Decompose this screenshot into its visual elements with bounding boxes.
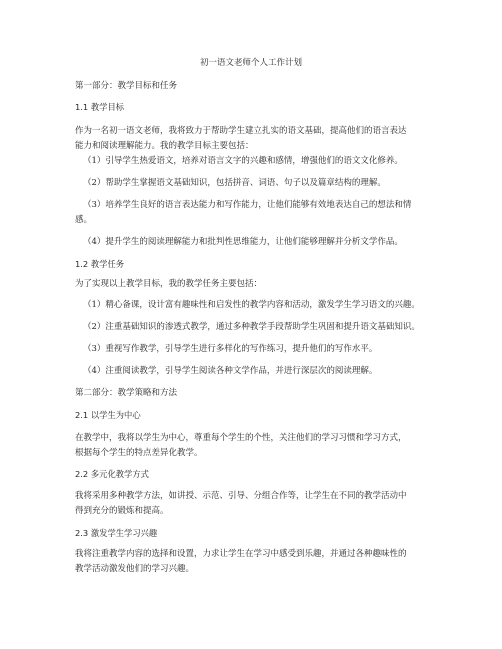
section-2-1-heading — [75, 408, 437, 423]
section-label: 以学生为中心 — [90, 410, 141, 420]
paragraph-line: 作为一名初一语文老师，我将致力于帮助学生建立扎实的语文基础，提高他们的语言表达 — [75, 126, 407, 136]
paragraph-line: （3）培养学生良好的语言表达能力和写作能力，让他们能够有效地表达自己的想法和情 — [83, 200, 412, 210]
section-label: 教学目标 — [90, 102, 125, 112]
section-label: 教学任务 — [90, 259, 125, 269]
paragraph-line: 在教学中，我将以学生为中心，尊重每个学生的个性，关注他们的学习习惯和学习方式， — [75, 433, 407, 443]
task-item-1: （1）精心备课，设计富有趣味性和启发性的教学内容和活动，激发学生学习语文的兴趣。 — [83, 300, 420, 310]
section-label: 激发学生学习兴趣 — [90, 528, 158, 538]
goal-item-4: （4）提升学生的阅读理解能力和批判性思维能力，让他们能够理解并分析文学作品。 — [83, 237, 403, 247]
section-number: 1.2 — [75, 259, 89, 269]
task-item-2: （2）注重基础知识的渗透式教学，通过多种教学手段帮助学生巩固和提升语文基础知识。 — [83, 322, 420, 332]
section-2-2-body — [75, 489, 437, 518]
section-2-1-body — [75, 431, 437, 460]
section-1-2-heading — [75, 257, 437, 272]
section-number: 2.2 — [75, 469, 89, 479]
paragraph-line: 感。 — [75, 214, 93, 225]
section-1-1-heading — [75, 100, 437, 115]
goal-item-3 — [75, 198, 445, 227]
paragraph-line: 能力和阅读理解能力。我的教学目标主要包括： — [75, 140, 254, 151]
goal-item-1: （1）引导学生热爱语文，培养对语言文字的兴趣和感情，增强他们的语文文化修养。 — [83, 156, 403, 166]
section-number: 2.3 — [75, 528, 89, 538]
task-item-3: （3）重视写作教学，引导学生进行多样化的写作练习，提升他们的写作水平。 — [83, 344, 378, 354]
section-1-2-intro: 为了实现以上教学目标，我的教学任务主要包括： — [75, 279, 263, 289]
section-2-3-body — [75, 547, 437, 576]
section-number: 1.1 — [75, 102, 89, 112]
section-2-2-heading — [75, 467, 437, 482]
section-1-1-intro — [75, 124, 437, 153]
goal-item-2: （2）帮助学生掌握语文基础知识，包括拼音、词语、句子以及篇章结构的理解。 — [83, 178, 386, 188]
section-number: 2.1 — [75, 410, 89, 420]
section-2-3-heading — [75, 526, 437, 541]
paragraph-line: 我将注重教学内容的选择和设置，力求让学生在学习中感受到乐趣，并通过各种趣味性的 — [75, 549, 407, 559]
task-item-4: （4）注重阅读教学，引导学生阅读各种文学作品，并进行深层次的阅读理解。 — [83, 366, 378, 376]
paragraph-line: 我将采用多种教学方法，如讲授、示范、引导、分组合作等，让学生在不同的教学活动中 — [75, 491, 407, 501]
document-title: 初一语文老师个人工作计划 — [199, 58, 302, 68]
paragraph-line: 根据每个学生的特点差异化教学。 — [75, 447, 203, 458]
part2-heading: 第二部分：教学策略和方法 — [75, 388, 178, 398]
section-label: 多元化教学方式 — [90, 469, 149, 479]
paragraph-line: 教学活动激发他们的学习兴趣。 — [75, 563, 195, 574]
part1-heading: 第一部分：教学目标和任务 — [75, 81, 178, 91]
paragraph-line: 得到充分的锻炼和提高。 — [75, 505, 169, 516]
